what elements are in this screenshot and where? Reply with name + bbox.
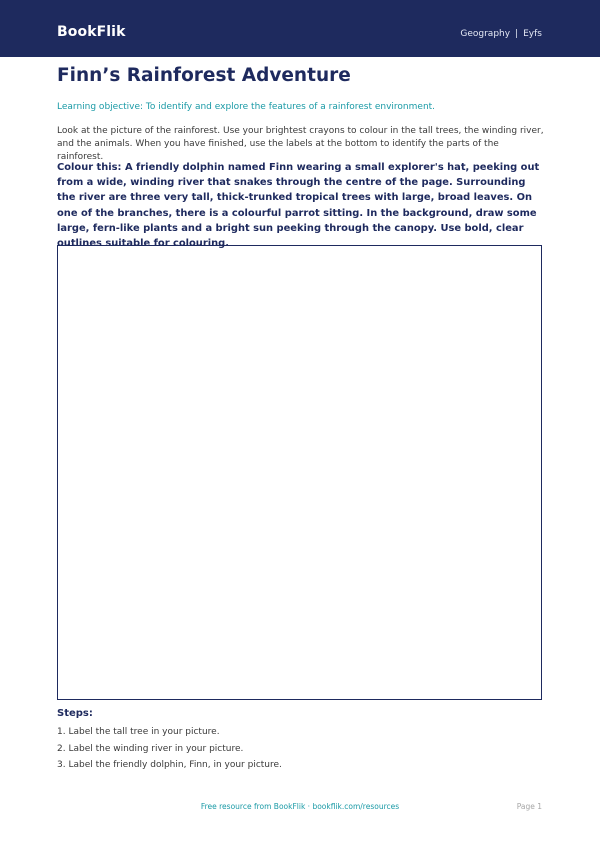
- learning-objective: Learning objective: To identify and explore the features of a rainforest environment.: [57, 102, 436, 112]
- instructions-text: Look at the picture of the rainforest. Use your brightest crayons to colour in the tall trees, the winding river, and the animals. When you have finished, use the labels at the bottom to identify the parts of the rainforest.: [57, 126, 544, 162]
- subject-meta: [460, 28, 542, 40]
- page-title: Finn’s Rainforest Adventure: [57, 65, 351, 86]
- colouring-area[interactable]: [57, 245, 542, 700]
- footer-credit-link[interactable]: Free resource from BookFlik · bookflik.com/resources: [200, 802, 400, 811]
- step-item: 2. Label the winding river in your picture.: [57, 743, 244, 754]
- steps-list: [57, 724, 282, 774]
- page-number: Page 1: [516, 802, 542, 811]
- level-label: Eyfs: [523, 29, 542, 39]
- meta-separator: |: [515, 29, 519, 39]
- header-bar: [0, 0, 600, 57]
- step-item: 3. Label the friendly dolphin, Finn, in your picture.: [57, 760, 282, 770]
- step-item: 1. Label the tall tree in your picture.: [57, 727, 220, 737]
- brand-logo[interactable]: BookFlik: [57, 24, 126, 40]
- colouring-prompt: Colour this: A friendly dolphin named Finn wearing a small explorer's hat, peeking out from a wide, winding river that snakes through the centre of the page. Surrounding the river are three very tall, thick-trunked tropical trees with large, broad leaves. On one of the branches, there is a colourful parrot sitting. In the background, draw some large, fern-like plants and a bright sun peeking through the canopy. Use bold, clear outlines suitable for colouring.: [57, 162, 540, 250]
- subject-label: Geography: [460, 29, 511, 39]
- steps-heading: Steps:: [57, 708, 93, 719]
